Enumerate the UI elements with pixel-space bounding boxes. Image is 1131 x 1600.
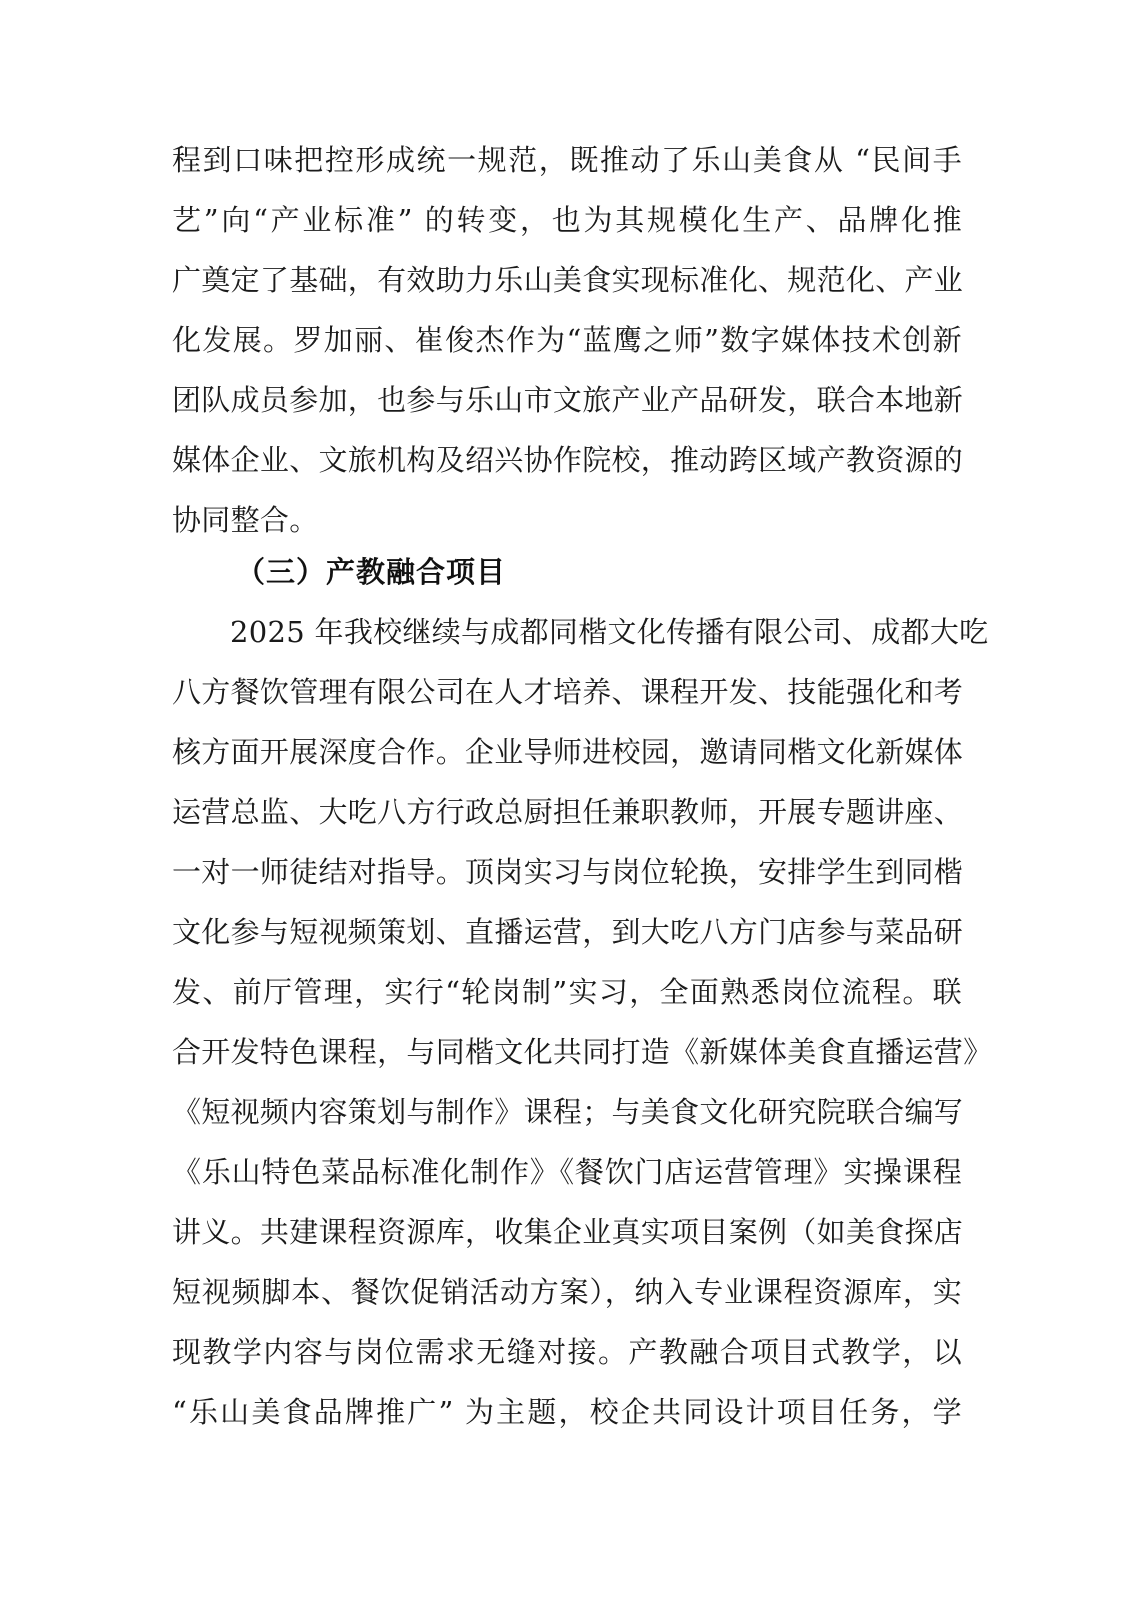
paragraph-2-line: “乐山美食品牌推广” 为主题，校企共同设计项目任务，学 (172, 1395, 962, 1429)
paragraph-2-line: 现教学内容与岗位需求无缝对接。产教融合项目式教学，以 (172, 1335, 962, 1369)
paragraph-1-line: 团队成员参加，也参与乐山市文旅产业产品研发，联合本地新 (172, 383, 964, 417)
paragraph-2-line: 发、前厅管理，实行“轮岗制”实习，全面熟悉岗位流程。联 (172, 975, 962, 1009)
paragraph-2-line: 讲义。共建课程资源库，收集企业真实项目案例（如美食探店 (172, 1215, 964, 1249)
paragraph-2-line-first: 2025 年我校继续与成都同楷文化传播有限公司、成都大吃 (230, 615, 989, 649)
paragraph-2-line: 运营总监、大吃八方行政总厨担任兼职教师，开展专题讲座、 (172, 795, 964, 829)
paragraph-1-line: 化发展。罗加丽、崔俊杰作为“蓝鹰之师”数字媒体技术创新 (172, 323, 962, 357)
section-heading: （三）产教融合项目 (236, 555, 507, 589)
paragraph-2-line: 文化参与短视频策划、直播运营，到大吃八方门店参与菜品研 (172, 915, 964, 949)
paragraph-1-line: 艺”向“产业标准” 的转变，也为其规模化生产、品牌化推 (172, 203, 962, 237)
paragraph-2-line: 一对一师徒结对指导。顶岗实习与岗位轮换，安排学生到同楷 (172, 855, 964, 889)
paragraph-2-line: 核方面开展深度合作。企业导师进校园，邀请同楷文化新媒体 (172, 735, 964, 769)
paragraph-2-line: 《乐山特色菜品标准化制作》《餐饮门店运营管理》实操课程 (172, 1155, 962, 1189)
paragraph-1-line: 程到口味把控形成统一规范，既推动了乐山美食从 “民间手 (172, 143, 962, 177)
paragraph-2-line: 合开发特色课程，与同楷文化共同打造《新媒体美食直播运营》 (172, 1035, 993, 1069)
paragraph-2-line: 短视频脚本、餐饮促销活动方案），纳入专业课程资源库，实 (172, 1275, 962, 1309)
paragraph-2-line: 《短视频内容策划与制作》课程；与美食文化研究院联合编写 (172, 1095, 964, 1129)
paragraph-1-line-last: 协同整合。 (172, 503, 319, 537)
paragraph-1-line: 媒体企业、文旅机构及绍兴协作院校，推动跨区域产教资源的 (172, 443, 964, 477)
paragraph-1-line: 广奠定了基础，有效助力乐山美食实现标准化、规范化、产业 (172, 263, 964, 297)
paragraph-2-line: 八方餐饮管理有限公司在人才培养、课程开发、技能强化和考 (172, 675, 964, 709)
